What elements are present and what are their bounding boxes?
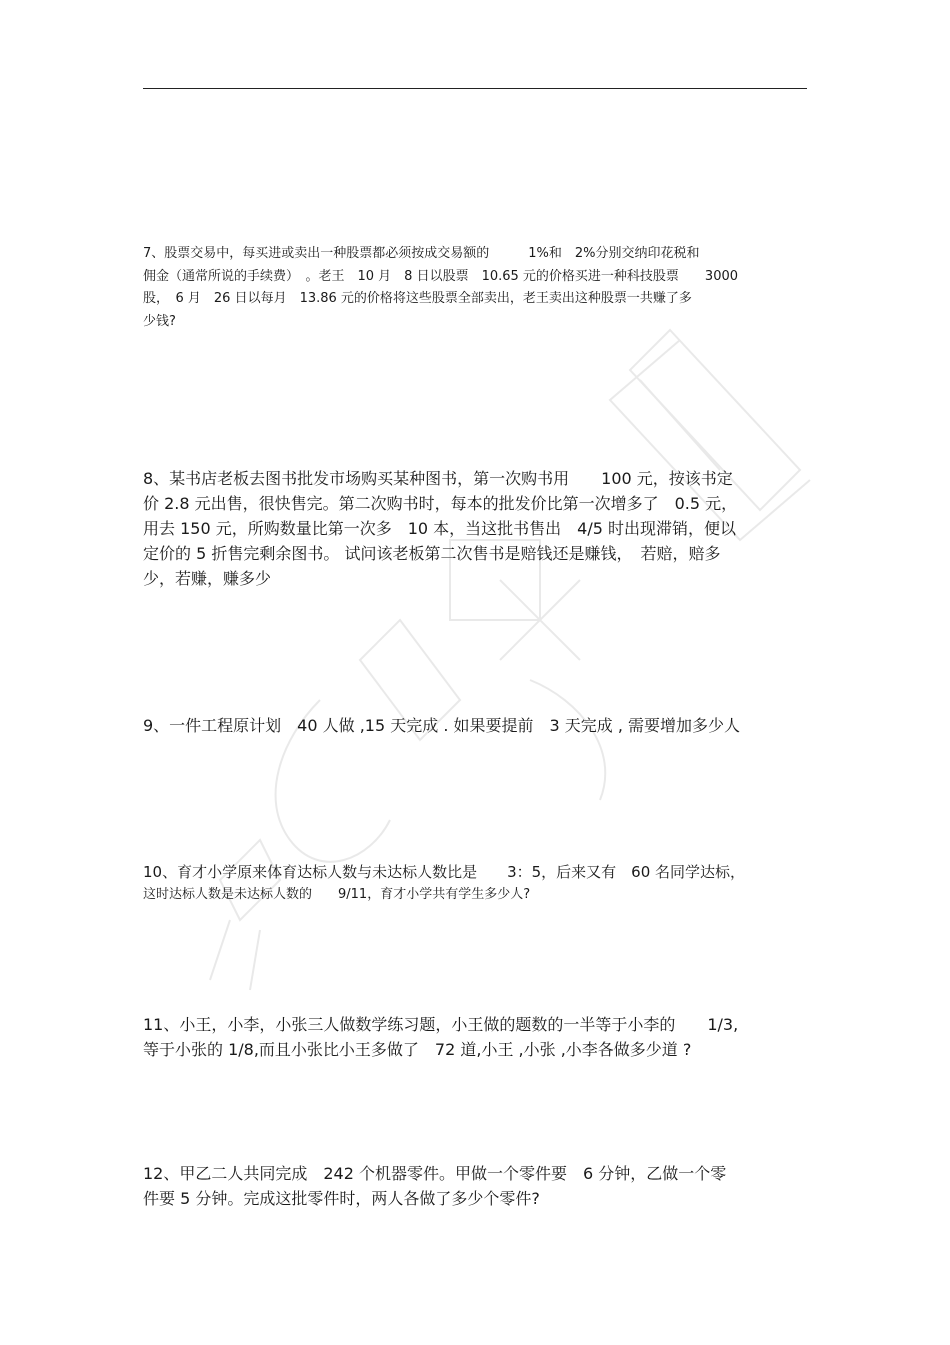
question-9 <box>143 713 809 738</box>
question-10-line-2: 这时达标人数是未达标人数的 9/11，育才小学共有学生多少人? <box>143 886 531 902</box>
question-12-line-1: 12、甲乙二人共同完成 242 个机器零件。甲做一个零件要 6 分钟，乙做一个零 <box>143 1164 727 1183</box>
question-8-line-3: 用去 150 元，所购数量比第一次多 10 本，当这批书售出 4/5 时出现滞销，便以 <box>143 519 736 538</box>
question-7-line-3: 股， 6 月 26 日以每月 13.86 元的价格将这些股票全部卖出，老王卖出这种股票一共赚了多 <box>143 291 692 306</box>
question-9-line-1: 9、一件工程原计划 40 人做 ,15 天完成 . 如果要提前 3 天完成 , 需要增加多少人 <box>143 716 741 735</box>
question-8-line-4: 定价的 5 折售完剩余图书。 试问该老板第二次售书是赔钱还是赚钱， 若赔，赔多 <box>143 544 721 563</box>
question-8-line-5: 少，若赚，赚多少 <box>143 569 272 588</box>
question-12-line-2: 件要 5 分钟。完成这批零件时，两人各做了多少个零件? <box>143 1189 540 1208</box>
question-7-line-4: 少钱? <box>143 313 176 329</box>
question-12 <box>143 1161 809 1211</box>
question-11 <box>143 1012 809 1062</box>
question-7-line-2: 佣金（通常所说的手续费） 。老王 10 月 8 日以股票 10.65 元的价格买进一种科技股票 3000 <box>143 268 739 284</box>
question-8-line-2: 价 2.8 元出售，很快售完。第二次购书时，每本的批发价比第一次增多了 0.5 元， <box>143 494 738 513</box>
question-10 <box>143 861 809 906</box>
question-8 <box>143 466 809 591</box>
question-11-line-2: 等于小张的 1/8,而且小张比小王多做了 72 道,小王 ,小张 ,小李各做多少道 ? <box>143 1040 692 1059</box>
question-11-line-1: 11、小王，小李，小张三人做数学练习题，小王做的题数的一半等于小李的 1/3, <box>143 1015 739 1034</box>
question-7 <box>143 243 809 333</box>
header-rule <box>143 88 807 89</box>
question-8-line-1: 8、某书店老板去图书批发市场购买某种图书，第一次购书用 100 元，按该书定 <box>143 469 733 488</box>
question-7-line-1: 7、股票交易中，每买进或卖出一种股票都必须按成交易额的 1%和 2%分别交纳印花税和 <box>143 246 700 261</box>
question-10-line-1: 10、育才小学原来体育达标人数与未达标人数比是 3：5，后来又有 60 名同学达标， <box>143 863 746 881</box>
